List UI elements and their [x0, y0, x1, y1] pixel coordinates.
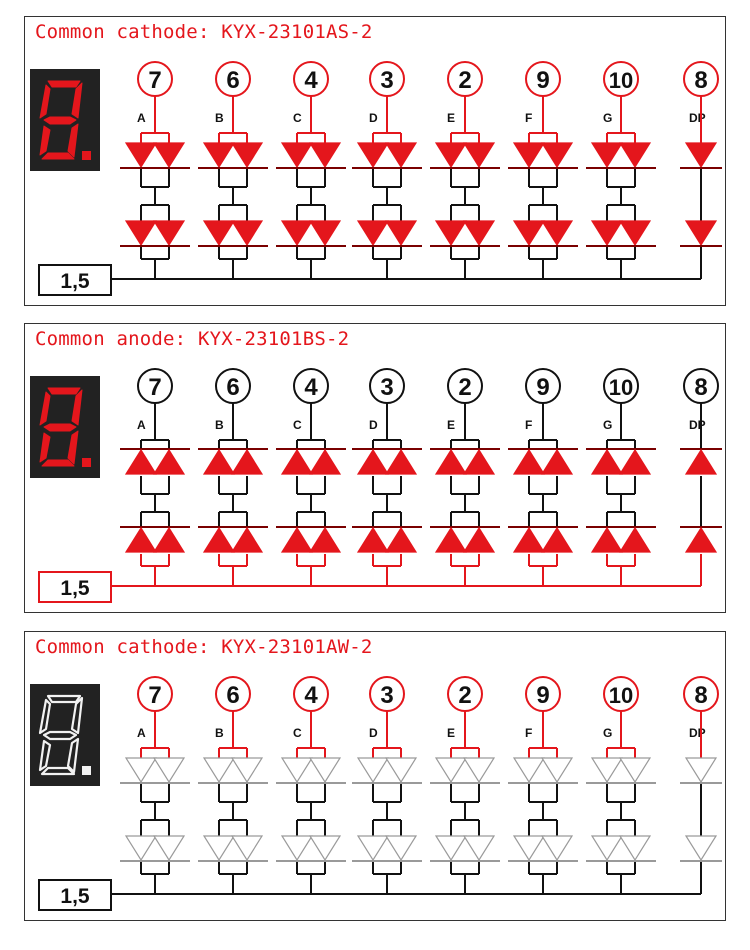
diode-symbol [464, 528, 494, 552]
pin-number: 3 [380, 67, 394, 94]
segment-d [42, 460, 74, 466]
diode-symbol [232, 143, 262, 167]
segment-label: DP [689, 726, 706, 740]
diode-symbol [126, 143, 156, 167]
diode-symbol [620, 143, 650, 167]
diode-symbol [436, 758, 466, 782]
diode-symbol [282, 758, 312, 782]
pin-number: 2 [458, 67, 472, 94]
circuit-diagram [25, 17, 726, 306]
diode-symbol [126, 528, 156, 552]
diode-symbol [282, 221, 312, 245]
pin-number: 8 [694, 682, 708, 709]
diode-symbol [358, 450, 388, 474]
diode-symbol [686, 143, 716, 167]
common-pin-label: 1,5 [60, 885, 90, 908]
pin-number: 6 [226, 374, 240, 401]
pin-number: 4 [304, 374, 318, 401]
segment-label: F [525, 418, 533, 432]
segment-d [42, 768, 74, 774]
segment-label: DP [689, 418, 706, 432]
circuit-diagram [25, 324, 726, 613]
diode-symbol [204, 836, 234, 860]
diode-symbol [386, 836, 416, 860]
diode-symbol [358, 143, 388, 167]
panel-title: Common anode: KYX-23101BS-2 [35, 328, 350, 350]
segment-g [44, 117, 76, 124]
segment-dp [82, 151, 91, 160]
pin-number: 7 [148, 682, 162, 709]
diode-symbol [464, 143, 494, 167]
diode-symbol [592, 528, 622, 552]
seven-segment-display [30, 376, 100, 478]
pin-number: 9 [536, 374, 550, 401]
pin-number: 9 [536, 67, 550, 94]
pin-number: 7 [148, 374, 162, 401]
diode-symbol [542, 143, 572, 167]
segment-label: E [447, 111, 456, 125]
diode-symbol [204, 528, 234, 552]
diode-symbol [620, 221, 650, 245]
segment-label: G [603, 726, 613, 740]
panel-3 [24, 631, 726, 921]
diode-symbol [310, 221, 340, 245]
diode-symbol [154, 143, 184, 167]
segment-a [48, 696, 80, 702]
diode-symbol [204, 221, 234, 245]
diode-symbol [514, 221, 544, 245]
pin-number: 8 [694, 67, 708, 94]
segment-label: F [525, 726, 533, 740]
diode-symbol [310, 528, 340, 552]
pin-number: 10 [608, 375, 634, 400]
diode-symbol [464, 450, 494, 474]
pin-number: 10 [608, 68, 634, 93]
segment-label: D [369, 418, 378, 432]
diode-symbol [154, 758, 184, 782]
diode-symbol [542, 836, 572, 860]
pin-number: 4 [304, 682, 318, 709]
diode-symbol [686, 450, 716, 474]
segment-label: D [369, 111, 378, 125]
diode-symbol [686, 221, 716, 245]
diode-symbol [436, 221, 466, 245]
segment-label: C [293, 111, 302, 125]
seven-segment-display [30, 684, 100, 786]
diode-symbol [232, 758, 262, 782]
diode-symbol [514, 528, 544, 552]
segment-a [48, 81, 80, 87]
diode-symbol [542, 758, 572, 782]
segment-label: B [215, 418, 224, 432]
circuit-diagram [25, 632, 726, 921]
diode-symbol [514, 836, 544, 860]
diode-symbol [592, 836, 622, 860]
diode-symbol [592, 143, 622, 167]
segment-label: D [369, 726, 378, 740]
pin-number: 3 [380, 374, 394, 401]
diode-symbol [310, 758, 340, 782]
diode-symbol [232, 836, 262, 860]
diode-symbol [126, 836, 156, 860]
pin-number: 10 [608, 683, 634, 708]
pin-number: 9 [536, 682, 550, 709]
diode-symbol [592, 758, 622, 782]
segment-label: A [137, 418, 146, 432]
diode-symbol [620, 758, 650, 782]
common-pin-label: 1,5 [60, 270, 90, 293]
diode-symbol [154, 221, 184, 245]
segment-label: E [447, 418, 456, 432]
pin-number: 4 [304, 67, 318, 94]
segment-g [44, 424, 76, 431]
panel-1 [24, 16, 726, 306]
diode-symbol [542, 450, 572, 474]
segment-label: E [447, 726, 456, 740]
segment-label: C [293, 418, 302, 432]
diode-symbol [464, 221, 494, 245]
diode-symbol [204, 450, 234, 474]
diode-symbol [154, 836, 184, 860]
diode-symbol [358, 836, 388, 860]
diode-symbol [154, 528, 184, 552]
diode-symbol [310, 836, 340, 860]
diode-symbol [620, 528, 650, 552]
diode-symbol [514, 450, 544, 474]
diode-symbol [126, 221, 156, 245]
pin-number: 2 [458, 374, 472, 401]
diode-symbol [686, 836, 716, 860]
diode-symbol [592, 450, 622, 474]
diode-symbol [282, 836, 312, 860]
segment-d [42, 153, 74, 159]
diode-symbol [232, 450, 262, 474]
diode-symbol [386, 758, 416, 782]
panel-title: Common cathode: KYX-23101AS-2 [35, 21, 373, 43]
diode-symbol [126, 450, 156, 474]
segment-label: F [525, 111, 533, 125]
pin-number: 2 [458, 682, 472, 709]
diode-symbol [310, 450, 340, 474]
segment-g [44, 732, 76, 739]
diode-symbol [686, 528, 716, 552]
diode-symbol [620, 836, 650, 860]
segment-label: DP [689, 111, 706, 125]
diode-symbol [282, 528, 312, 552]
diode-symbol [386, 450, 416, 474]
diode-symbol [282, 450, 312, 474]
diode-symbol [386, 221, 416, 245]
diode-symbol [204, 143, 234, 167]
pin-number: 6 [226, 682, 240, 709]
diode-symbol [514, 758, 544, 782]
segment-label: B [215, 726, 224, 740]
diode-symbol [592, 221, 622, 245]
diode-symbol [154, 450, 184, 474]
diode-symbol [464, 758, 494, 782]
pin-number: 7 [148, 67, 162, 94]
diode-symbol [358, 528, 388, 552]
diode-symbol [310, 143, 340, 167]
diode-symbol [232, 528, 262, 552]
segment-a [48, 388, 80, 394]
seven-segment-display [30, 69, 100, 171]
pin-number: 3 [380, 682, 394, 709]
diode-symbol [436, 450, 466, 474]
panel-2 [24, 323, 726, 613]
diode-symbol [514, 143, 544, 167]
diode-symbol [282, 143, 312, 167]
diode-symbol [436, 143, 466, 167]
segment-label: G [603, 111, 613, 125]
diode-symbol [386, 528, 416, 552]
segment-label: G [603, 418, 613, 432]
diode-symbol [358, 758, 388, 782]
panel-title: Common cathode: KYX-23101AW-2 [35, 636, 373, 658]
segment-label: A [137, 726, 146, 740]
segment-label: C [293, 726, 302, 740]
segment-label: B [215, 111, 224, 125]
diode-symbol [436, 528, 466, 552]
pin-number: 8 [694, 374, 708, 401]
diode-symbol [358, 221, 388, 245]
diode-symbol [464, 836, 494, 860]
diode-symbol [542, 221, 572, 245]
common-pin-label: 1,5 [60, 577, 90, 600]
segment-dp [82, 766, 91, 775]
diode-symbol [686, 758, 716, 782]
segment-label: A [137, 111, 146, 125]
diode-symbol [386, 143, 416, 167]
diode-symbol [542, 528, 572, 552]
diode-symbol [436, 836, 466, 860]
pin-number: 6 [226, 67, 240, 94]
diode-symbol [126, 758, 156, 782]
diode-symbol [232, 221, 262, 245]
segment-dp [82, 458, 91, 467]
diode-symbol [620, 450, 650, 474]
diode-symbol [204, 758, 234, 782]
